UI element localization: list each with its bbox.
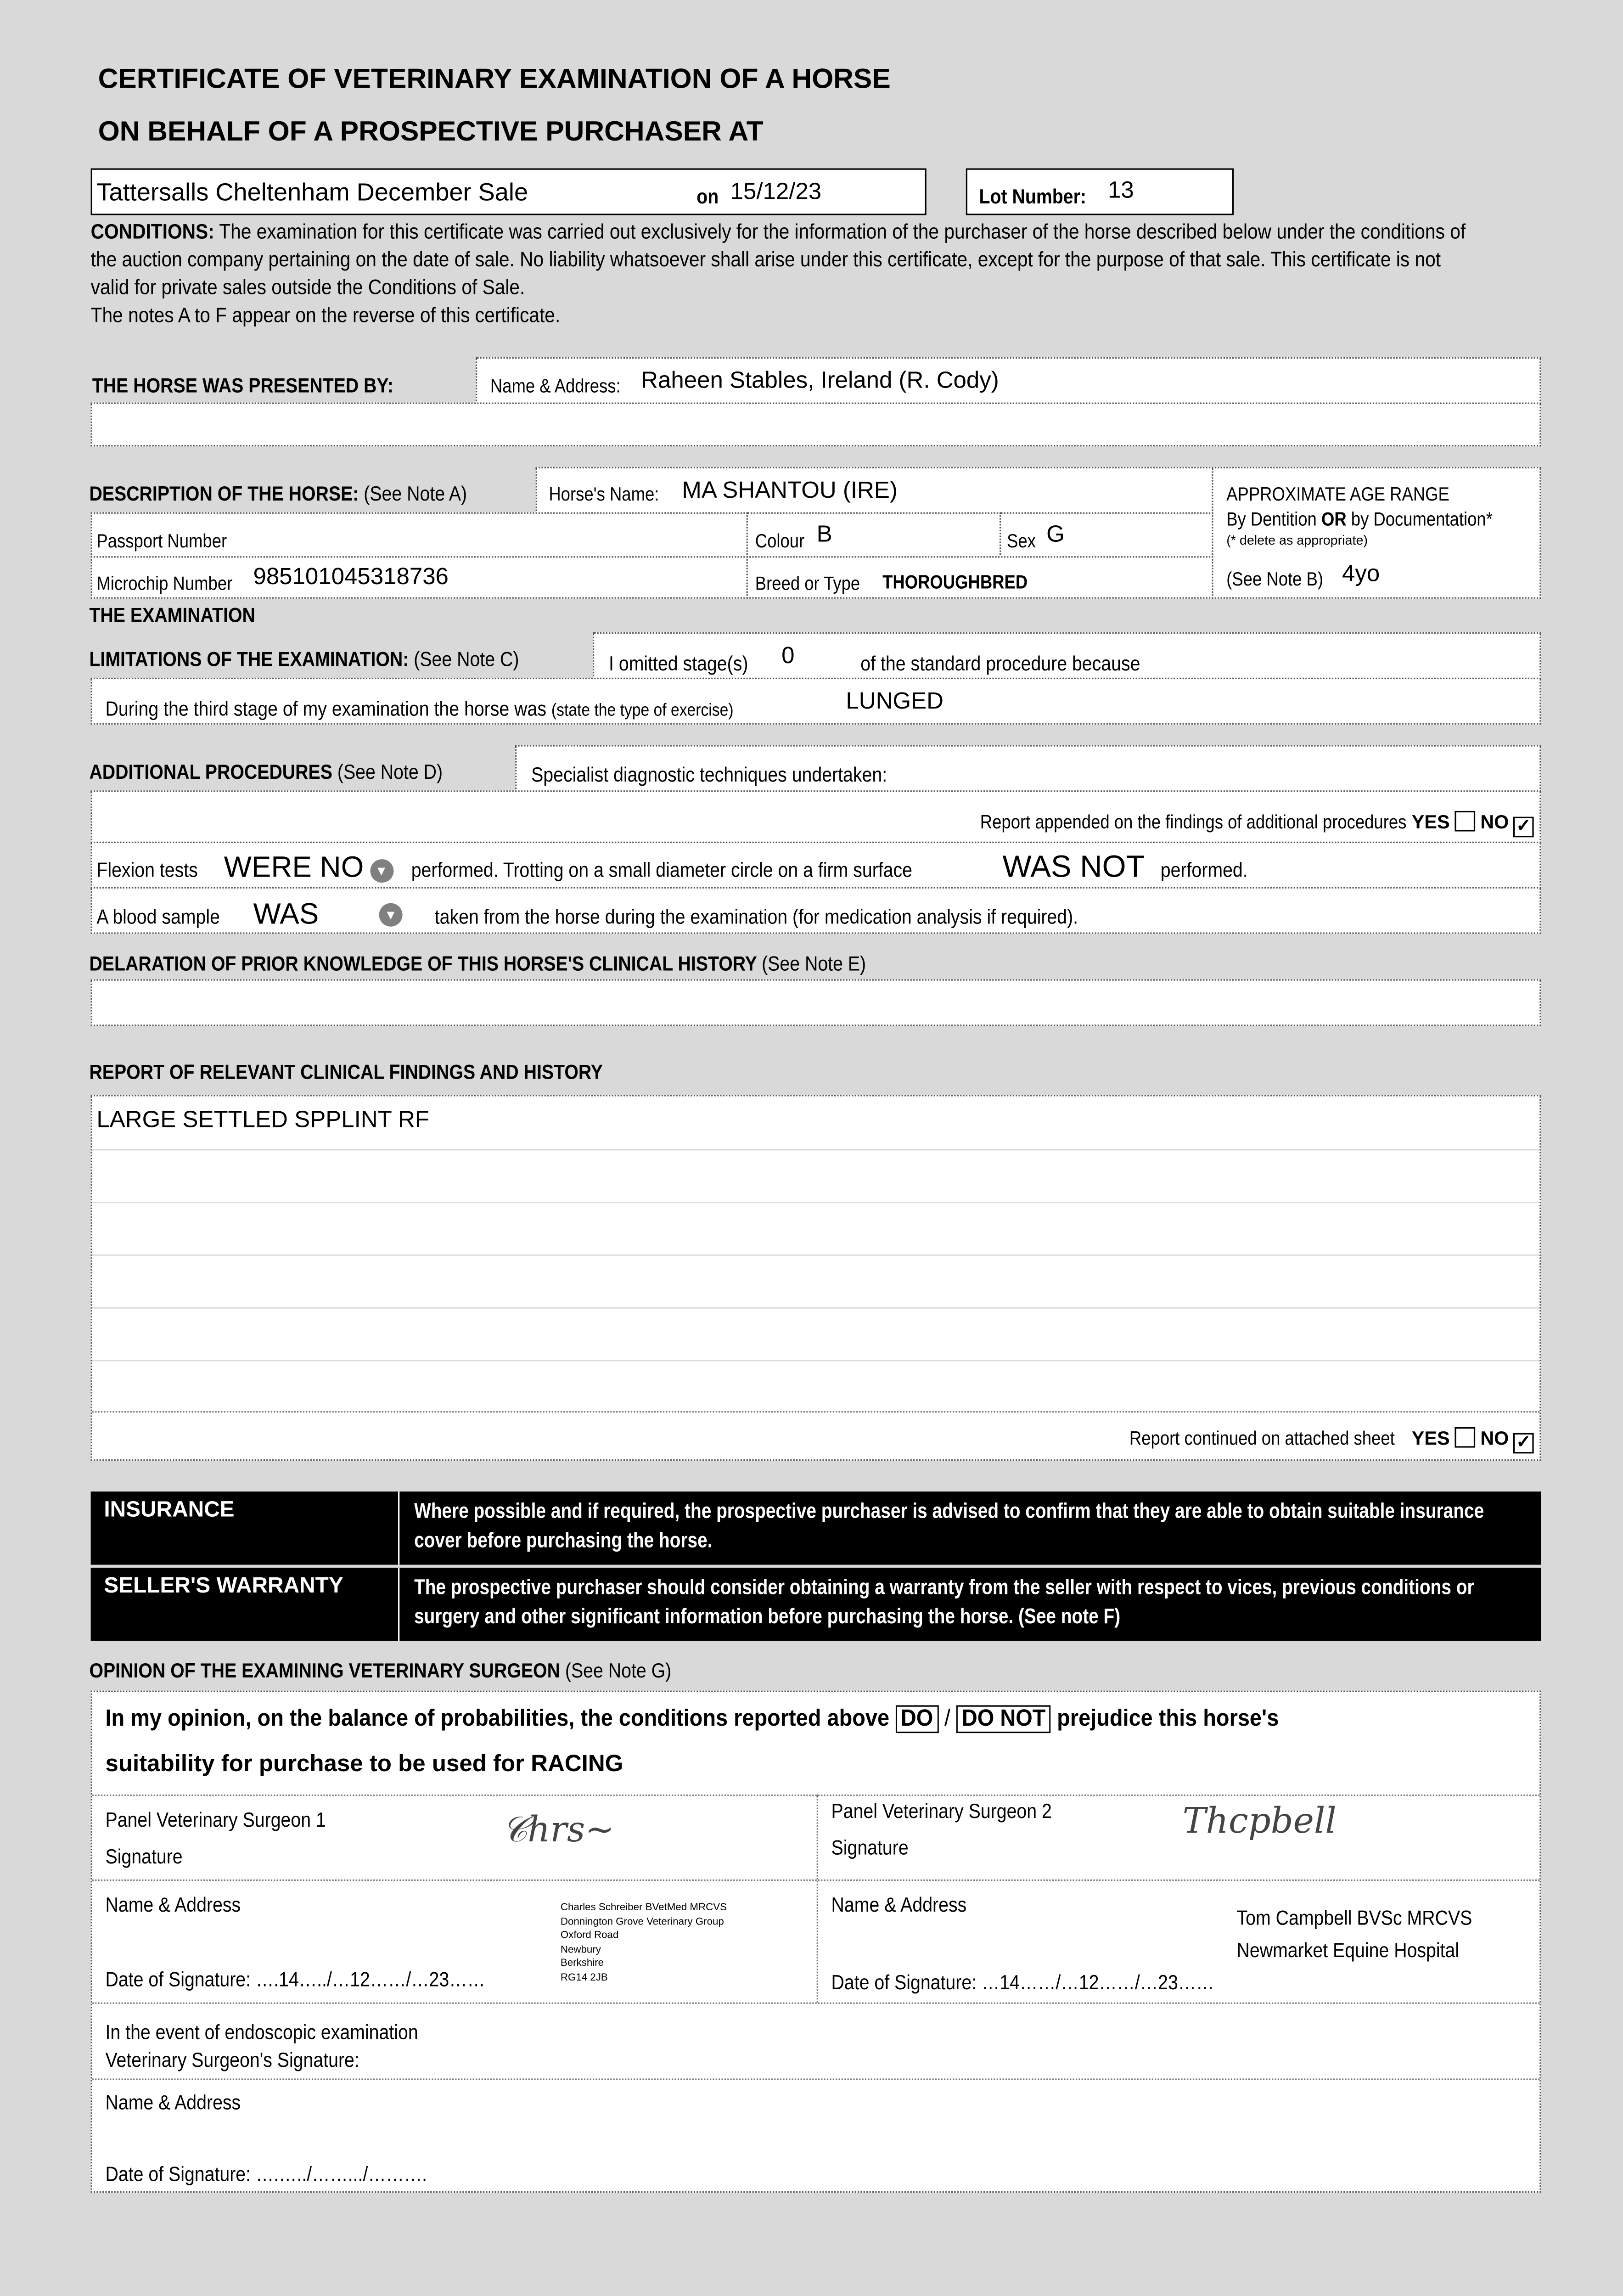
opinion-statement: In my opinion, on the balance of probabilities, the conditions reported above DO / DO NOT prejudice this horse's (106, 1707, 1279, 1733)
report-appended-row (91, 790, 1541, 843)
breed-label: Breed or Type (755, 572, 860, 595)
warranty-text: The prospective purchaser should consider obtaining a warranty from the seller with respect to vices, previous conditions or surgery and other significant information before purchasing the horse. (See note F) (414, 1576, 1474, 1629)
horse-name-field[interactable] (536, 467, 1213, 514)
horse-name: MA SHANTOU (IRE) (682, 478, 898, 504)
continued-yes-checkbox[interactable] (1454, 1427, 1475, 1448)
surgeon1-signature: 𝒞hrs~ (502, 1809, 615, 1851)
title-line-1: CERTIFICATE OF VETERINARY EXAMINATION OF A HORSE (98, 64, 891, 96)
age-title: APPROXIMATE AGE RANGE (1226, 483, 1449, 505)
microchip-label: Microchip Number (96, 572, 233, 595)
colour-label: Colour (755, 529, 805, 552)
passport-label: Passport Number (96, 529, 227, 552)
insurance-text: Where possible and if required, the prospective purchaser is advised to confirm that they are able to obtain suitable insurance cover before purchasing the horse. (414, 1500, 1484, 1553)
flexion-value: WERE NO (224, 852, 364, 884)
presented-address-field[interactable] (91, 403, 1541, 447)
insurance-label: INSURANCE (104, 1497, 235, 1523)
surgeon2-signature-label: Signature (831, 1835, 909, 1859)
surgeon1-label: Panel Veterinary Surgeon 1 (105, 1807, 326, 1831)
microchip-number: 985101045318736 (253, 565, 449, 590)
report-line: LARGE SETTLED SPPLINT RF (96, 1108, 430, 1133)
sex-value: G (1046, 522, 1065, 548)
warranty-banner (91, 1568, 1541, 1641)
flexion-suffix: performed. Trotting on a small diameter circle on a firm surface (411, 857, 913, 881)
dropdown-arrow-icon[interactable]: ▼ (370, 859, 393, 883)
colour-value: B (816, 522, 832, 548)
conditions-label: CONDITIONS: (90, 221, 214, 245)
age-delete-note: (* delete as appropriate) (1226, 533, 1368, 548)
endoscopic-signature-label: Veterinary Surgeon's Signature: (105, 2048, 359, 2071)
report-no-checkbox[interactable]: ✓ (1513, 817, 1534, 838)
breed-field[interactable] (747, 556, 1213, 598)
report-yes-checkbox[interactable] (1454, 811, 1475, 832)
surgeon2-label: Panel Veterinary Surgeon 2 (831, 1799, 1052, 1823)
specialist-field[interactable] (515, 745, 1541, 792)
continued-no-checkbox[interactable]: ✓ (1513, 1433, 1534, 1454)
omitted-label: I omitted stage(s) (609, 651, 748, 675)
age-method: By Dentition OR by Documentation* (1226, 508, 1493, 530)
colour-field[interactable] (747, 512, 1001, 558)
sale-name: Tattersalls Cheltenham December Sale (96, 178, 528, 207)
declaration-field[interactable] (91, 979, 1541, 1026)
passport-field[interactable] (91, 512, 748, 558)
blood-select[interactable]: WAS (253, 899, 319, 931)
surgeon2-signature: Thcpbell (1168, 1801, 1351, 1871)
report-field[interactable] (91, 1095, 1541, 1461)
age-value: 4yo (1342, 562, 1380, 587)
surgeon1-signature-label: Signature (105, 1844, 183, 1868)
opinion-label: OPINION OF THE EXAMINING VETERINARY SURGEON (See Note G) (89, 1658, 672, 1682)
limitations-label: LIMITATIONS OF THE EXAMINATION: (See Note C) (89, 647, 519, 670)
do-option[interactable]: DO (895, 1705, 938, 1733)
lot-number: 13 (1108, 178, 1134, 204)
title-line-2: ON BEHALF OF A PROSPECTIVE PURCHASER AT (98, 117, 764, 148)
report-appended: Report appended on the findings of additional procedures YES NO ✓ (921, 810, 1533, 838)
trotting-value[interactable]: WAS NOT (1002, 850, 1145, 884)
opinion-purpose: suitability for purchase to be used for RACING (105, 1752, 623, 1777)
specialist-label: Specialist diagnostic techniques undertaken: (531, 762, 887, 786)
surgeon1-address: Charles Schreiber BVetMed MRCVS Donnington Grove Veterinary Group Oxford Road Newbury Berkshire RG14 2JB (560, 1902, 727, 1984)
presenter-name: Raheen Stables, Ireland (R. Cody) (641, 369, 999, 394)
age-note: (See Note B) (1226, 568, 1324, 590)
additional-label: ADDITIONAL PROCEDURES (See Note D) (89, 760, 443, 783)
surgeon2-address: Tom Campbell BVSc MRCVS Newmarket Equine Hospital (1236, 1906, 1472, 1962)
omitted-stages-field[interactable] (593, 632, 1541, 679)
declaration-label: DELARATION OF PRIOR KNOWLEDGE OF THIS HORSE'S CLINICAL HISTORY (See Note E) (89, 951, 866, 975)
age-range-field[interactable] (1212, 467, 1541, 599)
horse-name-label: Horse's Name: (549, 483, 659, 505)
surgeon2-name-label: Name & Address (831, 1892, 967, 1916)
conditions-text: The examination for this certificate was carried out exclusively for the information of the purchaser of the horse described below under the conditions of the auction company pertaining on the date of sale. No liability whatsoever shall arise under this certificate, except for the purpose of that sale. This certificate is not valid for private sales outside the Conditions of Sale. (90, 221, 1466, 300)
blood-row (91, 887, 1541, 934)
trotting-suffix: performed. (1160, 857, 1248, 881)
sex-label: Sex (1007, 529, 1036, 552)
endoscopic-line1: In the event of endoscopic examination (105, 2020, 418, 2043)
description-label: DESCRIPTION OF THE HORSE: (See Note A) (89, 481, 467, 505)
warranty-label: SELLER'S WARRANTY (104, 1573, 343, 1598)
omitted-value: 0 (781, 644, 795, 669)
flexion-select[interactable] (224, 852, 393, 885)
surgeon1-date: Date of Signature: ….14…../…12……/…23…… (105, 1967, 485, 1991)
flexion-row (91, 842, 1541, 889)
sale-field[interactable] (91, 169, 927, 215)
report-continued: Report continued on attached sheet YES NO ✓ (1093, 1426, 1534, 1454)
presented-name-field[interactable] (476, 357, 1541, 404)
opinion-section (91, 1691, 1541, 2193)
flexion-label: Flexion tests (96, 857, 198, 881)
examination-heading: THE EXAMINATION (89, 603, 255, 627)
third-stage-field[interactable] (91, 678, 1541, 725)
name-address-label: Name & Address: (490, 375, 621, 397)
third-stage-label: During the third stage of my examination the horse was (state the type of exercise) (105, 697, 734, 720)
endoscopic-date: Date of Signature: ….…../…….../………. (105, 2162, 427, 2186)
do-not-option[interactable]: DO NOT (956, 1705, 1051, 1733)
sale-date: 15/12/23 (730, 180, 822, 205)
lot-label: Lot Number: (979, 184, 1086, 208)
endoscopic-name-label: Name & Address (105, 2090, 241, 2114)
presented-label: THE HORSE WAS PRESENTED BY: (92, 373, 393, 397)
third-stage-value: LUNGED (846, 689, 944, 715)
on-label: on (696, 184, 719, 208)
microchip-field[interactable] (91, 556, 748, 598)
lot-field[interactable] (966, 169, 1234, 215)
omitted-suffix: of the standard procedure because (860, 651, 1140, 675)
conditions (91, 219, 1474, 331)
blood-label: A blood sample (96, 904, 220, 928)
sex-field[interactable] (1000, 512, 1213, 558)
dropdown-arrow-icon[interactable]: ▼ (379, 903, 403, 927)
insurance-banner (91, 1491, 1541, 1564)
breed-value: THOROUGHBRED (882, 571, 1028, 593)
conditions-notes: The notes A to F appear on the reverse of this certificate. (90, 304, 561, 328)
surgeon2-date: Date of Signature: …14……/…12……/…23…… (831, 1970, 1214, 1994)
blood-suffix: taken from the horse during the examination (for medication analysis if required). (434, 904, 1078, 928)
surgeon1-name-label: Name & Address (105, 1892, 241, 1916)
report-label: REPORT OF RELEVANT CLINICAL FINDINGS AND HISTORY (89, 1059, 603, 1083)
